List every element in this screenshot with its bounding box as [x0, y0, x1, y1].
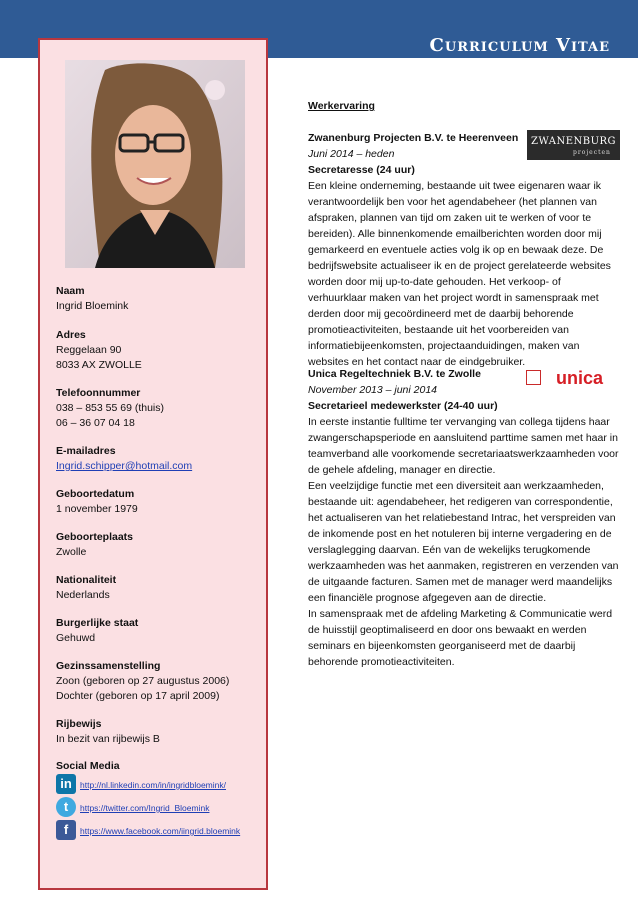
phone-mobile: 06 – 36 07 04 18 — [56, 417, 135, 429]
job2-description-1: In eerste instantie fulltime ter vervanging van collega tijdens haar zwangerschapsperiode en aansluitend parttime samen met haar in teamverband alle voorkomende secretariaatswerkzaamheden voor de gehele afdeling, manager en directie. — [308, 416, 619, 476]
license-label: Rijbewijs — [56, 718, 102, 730]
job1-description-block — [308, 178, 620, 370]
dob-block — [56, 487, 261, 517]
job2-period: November 2013 – juni 2014 — [308, 384, 438, 396]
marital-block — [56, 616, 261, 646]
social-heading-block — [56, 759, 261, 774]
work-experience-heading-block — [308, 98, 620, 114]
marital-label: Burgerlijke staat — [56, 617, 139, 629]
zwanenburg-logo-text: ZWANENBURG — [531, 136, 617, 147]
address-label: Adres — [56, 329, 86, 341]
job2-role: Secretarieel medewerkster (24-40 uur) — [308, 400, 498, 412]
facebook-link[interactable]: https://www.facebook.com/iingrid.bloemink — [80, 826, 241, 836]
pob-label: Geboorteplaats — [56, 531, 134, 543]
name-value: Ingrid Bloemink — [56, 300, 129, 312]
twitter-row — [56, 797, 266, 819]
pob-block — [56, 530, 261, 560]
email-link[interactable]: Ingrid.schipper@hotmail.com — [56, 460, 193, 472]
portrait-image — [65, 60, 245, 268]
job2-company: Unica Regeltechniek B.V. te Zwolle — [308, 368, 481, 380]
family-daughter: Dochter (geboren op 17 april 2009) — [56, 690, 220, 702]
linkedin-row — [56, 774, 266, 796]
twitter-link[interactable]: https://twitter.com/Ingrid_Bloemink — [80, 803, 210, 813]
nationality-block — [56, 573, 261, 603]
job1-period: Juni 2014 – heden — [308, 148, 395, 160]
profile-photo — [65, 60, 245, 268]
name-block — [56, 284, 261, 314]
zwanenburg-logo — [527, 130, 620, 160]
facebook-icon: f — [56, 820, 76, 840]
job2-description-2: Een veelzijdige functie met een diversiteit aan werkzaamheden, bestaande uit: agendabeheer, het redigeren van correspondentie, het actualiseren van het relatiebestand Intrac, het verspreiden van de inkomende post en het notuleren bij interne vergadering en de verslaglegging daarvan. Eén van de wekelijks terugkomende werkzaamheden was het aanmaken, registreren en verzenden van de uitgaande facturen. Samen met de manager werd maandelijks een financiële prognose afgegeven aan de directie. — [308, 480, 619, 604]
family-label: Gezinssamenstelling — [56, 660, 161, 672]
nationality-value: Nederlands — [56, 589, 110, 601]
unica-logo: unica — [556, 368, 604, 388]
personal-info-sidebar — [38, 38, 268, 890]
twitter-icon: t — [56, 797, 76, 817]
linkedin-link[interactable]: http://nl.linkedin.com/in/ingridbloemink/ — [80, 780, 226, 790]
work-heading: Werkervaring — [308, 100, 375, 112]
address-line2: 8033 AX ZWOLLE — [56, 359, 142, 371]
dob-value: 1 november 1979 — [56, 503, 138, 515]
email-label: E-mailadres — [56, 445, 116, 457]
job1-header — [308, 130, 523, 178]
license-value: In bezit van rijbewijs B — [56, 733, 160, 745]
job2-description-block — [308, 414, 620, 670]
job2-description-3: In samenspraak met de afdeling Marketing & Communicatie werd de huisstijl geoptimaliseerd en door ons bewaakt en werden seminars en bijeenkomsten georganiseerd met de daarbij behorende promotieactiviteiten. — [308, 608, 613, 668]
phone-home: 038 – 853 55 69 (thuis) — [56, 402, 164, 414]
social-label: Social Media — [56, 760, 120, 772]
linkedin-icon: in — [56, 774, 76, 794]
job1-company: Zwanenburg Projecten B.V. te Heerenveen — [308, 132, 519, 144]
address-block — [56, 328, 261, 373]
job1-description: Een kleine onderneming, bestaande uit twee eigenaren waar ik verantwoordelijk ben voor het agendabeheer (het plannen van afspraken, plannen van tijd om zaken uit te werken of voor te bereiden). Alle binnenkomende emailberichten worden door mij gemarkeerd en eventuele acties volg ik op en bewaak deze. De bedrijfswebsite actualiseer ik en de project gerelateerde websites worden door mij up-to-date gehouden. Het verkoop- of verhuurklaar maken van het project wordt in samenspraak met derden door mij gecoördineerd met de daarbij behorende promotieactiviteiten, bestaande uit het voorbereiden van informatiebijeenkomsten, projectaanduidingen, maken van websites en het contact naar de eindgebruiker. — [308, 180, 611, 368]
phone-block — [56, 386, 261, 431]
phone-label: Telefoonnummer — [56, 387, 141, 399]
email-block — [56, 444, 261, 474]
dob-label: Geboortedatum — [56, 488, 135, 500]
facebook-row — [56, 820, 266, 842]
family-son: Zoon (geboren op 27 augustus 2006) — [56, 675, 230, 687]
license-block — [56, 717, 261, 747]
unica-logo-mark — [526, 370, 541, 385]
nationality-label: Nationaliteit — [56, 574, 117, 586]
page-title: Curriculum Vitae — [429, 35, 610, 56]
address-line1: Reggelaan 90 — [56, 344, 122, 356]
job2-header — [308, 366, 523, 414]
name-label: Naam — [56, 285, 85, 297]
pob-value: Zwolle — [56, 546, 87, 558]
zwanenburg-logo-subtext: projecten — [573, 149, 611, 156]
family-block — [56, 659, 261, 704]
marital-value: Gehuwd — [56, 632, 96, 644]
job1-role: Secretaresse (24 uur) — [308, 164, 415, 176]
